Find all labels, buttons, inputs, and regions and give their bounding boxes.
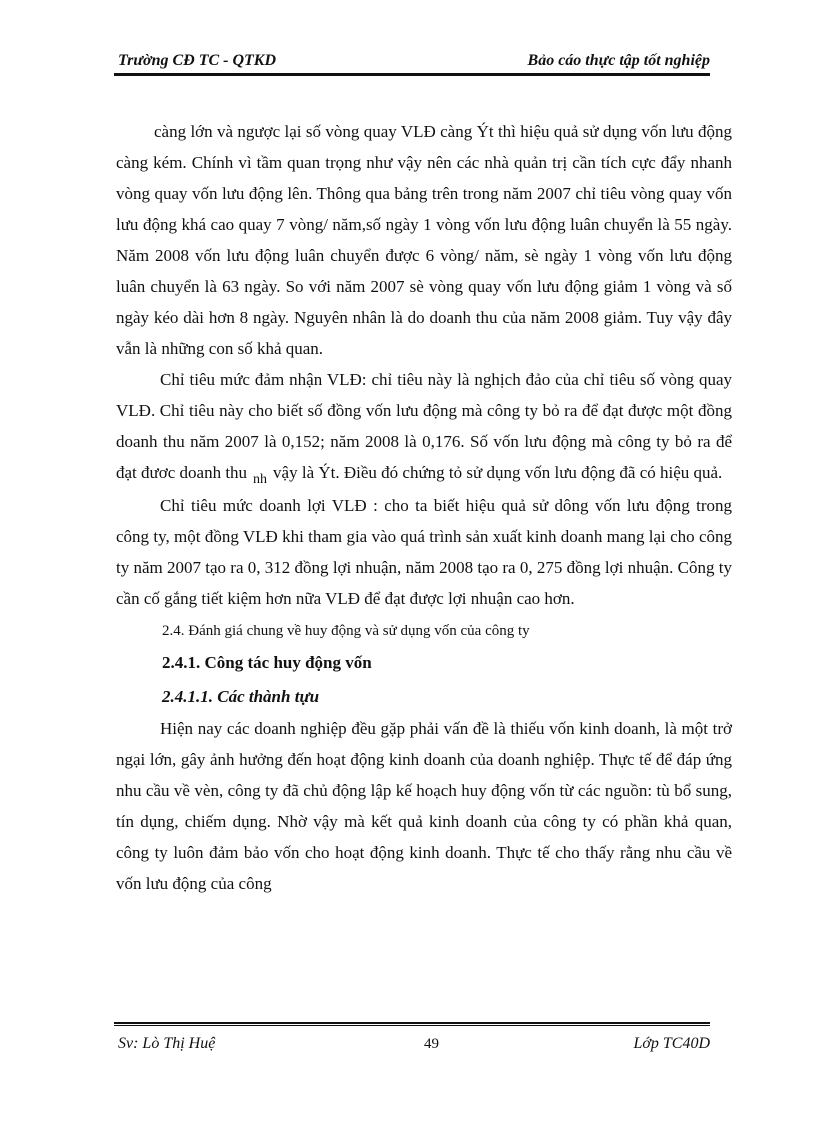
page-header	[114, 50, 710, 72]
header-rule	[114, 73, 710, 76]
header-report-title: Bảo cáo thực tập tốt nghiệp	[527, 52, 710, 69]
header-school: Trường CĐ TC - QTKD	[118, 52, 277, 69]
section-heading-2-4-1: 2.4.1. Công tác huy động vốn	[162, 653, 372, 672]
paragraph-4: Hiện nay các doanh nghiệp đều gặp phải vấn đề là thiếu vốn kinh doanh, là một trở ngại lớn, gây ảnh hưởng đến hoạt động kinh doanh của doanh nghiệp. Thực tế để đáp ứng nhu cầu về vèn, công ty đã chủ động lập kế hoạch huy động vốn từ các nguồn: tù bổ sung, tín dụng, chiếm dụng. Nhờ vậy mà kết quả kinh doanh của công ty có phần khả quan, công ty luôn đảm bảo vốn cho hoạt động kinh doanh. Thực tế cho thấy rằng nhu cầu về vốn lưu động của công	[116, 719, 732, 893]
page-footer	[114, 1032, 710, 1056]
section-heading-2-4-1-1: 2.4.1.1. Các thành tựu	[162, 687, 320, 706]
paragraph-2	[116, 364, 732, 490]
footer-class: Lớp TC40D	[633, 1035, 710, 1052]
paragraph-2-text-b: vậy là Ýt. Điều đó chứng tỏ sử dụng vốn lưu động đã có hiệu quả.	[273, 463, 723, 482]
paragraph-1: càng lớn và ngược lại số vòng quay VLĐ càng Ýt thì hiệu quả sử dụng vốn lưu động càng kém. Chính vì tầm quan trọng như vậy nên các nhà quản trị cần tích cực đẩy nhanh vòng quay vốn lưu động lên. Thông qua bảng trên trong năm 2007 chỉ tiêu vòng quay vốn lưu động khá cao quay 7 vòng/ năm,số ngày 1 vòng vốn lưu động luân chuyển là 55 ngày. Năm 2008 vốn lưu động luân chuyển được 6 vòng/ năm, sè ngày 1 vòng vốn lưu động luân chuyển là 63 ngày. So với năm 2007 sè vòng quay vốn lưu động giảm 1 vòng và số ngày kéo dài hơn 8 ngày. Nguyên nhân là do doanh thu của năm 2008 giảm. Tuy vậy đây vẫn là những con số khả quan.	[116, 122, 732, 358]
paragraph-2-subscript: nh	[253, 472, 268, 487]
footer-rule	[114, 1022, 710, 1026]
footer-student: Sv: Lò Thị Huệ	[118, 1035, 216, 1052]
page-number: 49	[424, 1036, 439, 1052]
section-heading-2-4: 2.4. Đánh giá chung về huy động và sử dụng vốn của công ty	[162, 623, 530, 639]
paragraph-3: Chỉ tiêu mức doanh lợi VLĐ : cho ta biết hiệu quả sử dông vốn lưu động trong công ty, một đồng VLĐ khi tham gia vào quá trình sản xuất kinh doanh mang lại cho công ty năm 2007 tạo ra 0, 312 đồng lợi nhuận, năm 2008 tạo ra 0, 275 đồng lợi nhuận. Công ty cần cố gắng tiết kiệm hơn nữa VLĐ để đạt được lợi nhuận cao hơn.	[116, 496, 732, 608]
page-content	[116, 116, 732, 899]
paragraph-2-text-a: Chỉ tiêu mức đảm nhận VLĐ: chỉ tiêu này là nghịch đảo của chỉ tiêu số vòng quay VLĐ. Chỉ tiêu này cho biết số đồng vốn lưu động mà công ty bỏ ra để đạt được một đồng doanh thu năm 2007 là 0,152; năm 2008 là 0,176. Số vốn lưu động mà công ty bỏ ra để đạt đươc doanh thu	[116, 370, 732, 482]
